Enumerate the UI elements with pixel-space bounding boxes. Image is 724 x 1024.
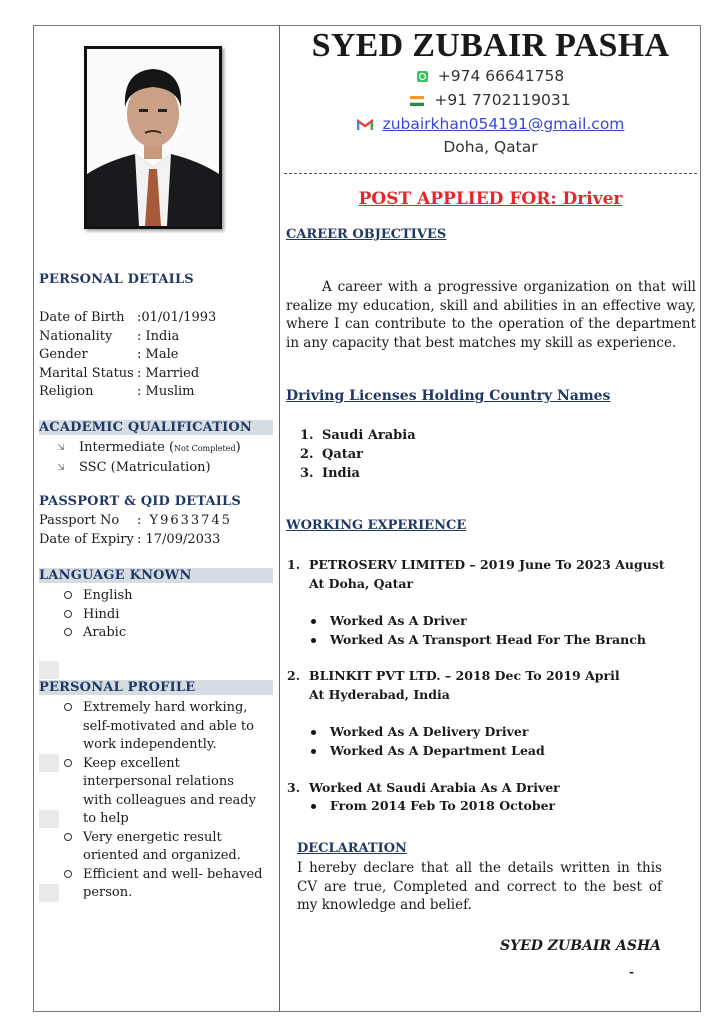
detail-label: Passport No <box>39 513 120 528</box>
email-link[interactable]: zubairkhan054191@gmail.com <box>382 115 625 133</box>
bullet-icon <box>311 638 316 643</box>
duty-text: Worked As A Department Lead <box>330 742 545 758</box>
list-item <box>309 742 545 761</box>
detail-row <box>39 365 216 384</box>
circle-bullet-icon <box>64 833 72 841</box>
detail-row <box>39 531 232 550</box>
signature-dash: - <box>629 965 634 979</box>
duty-text: Worked As A Transport Head For The Branch <box>330 631 646 647</box>
list-item <box>57 439 241 459</box>
academic-item-text: Intermediate ( <box>79 440 175 455</box>
detail-value: : Y9633745 <box>137 513 232 528</box>
candidate-name: SYED ZUBAIR PASHA <box>311 27 670 64</box>
detail-label: Date of Expiry <box>39 531 134 547</box>
list-item: 2. Qatar <box>300 447 364 462</box>
list-item <box>61 699 273 755</box>
personal-details-heading: PERSONAL DETAILS <box>39 272 194 287</box>
list-item <box>61 755 273 829</box>
job-duties <box>309 797 555 816</box>
job-entry <box>287 779 560 798</box>
bullet-icon <box>311 804 316 809</box>
declaration-heading: DECLARATION <box>297 841 407 856</box>
detail-value: : India <box>137 328 180 344</box>
circle-bullet-icon <box>64 703 72 711</box>
duty-text: Worked As A Delivery Driver <box>330 724 529 739</box>
detail-value: : Married <box>137 365 200 381</box>
language-text: Arabic <box>83 625 127 640</box>
detail-row <box>39 512 232 531</box>
duty-text: Worked As A Driver <box>330 613 467 628</box>
detail-row <box>39 328 216 347</box>
left-column <box>33 25 279 1012</box>
declaration-text: I hereby declare that all the details written in this CV are true, Completed and correct to the best of my knowledge and belief. <box>297 860 662 913</box>
passport-heading: PASSPORT & QID DETAILS <box>39 494 241 509</box>
detail-value: : Muslim <box>137 384 195 399</box>
circle-bullet-icon <box>64 628 72 636</box>
india-flag-icon <box>410 96 424 106</box>
profile-list <box>61 699 273 903</box>
job-number: 2. <box>287 668 301 683</box>
academic-item-tail: ) <box>235 440 241 455</box>
detail-row <box>39 383 216 402</box>
list-item <box>61 829 273 866</box>
circle-bullet-icon <box>64 610 72 618</box>
academic-item-note: Not Completed <box>174 444 236 453</box>
job-entry <box>287 667 620 704</box>
empty-cell <box>39 754 59 772</box>
job-title: PETROSERV LIMITED – 2019 June To 2023 August <box>309 557 665 572</box>
license-country: Qatar <box>322 447 364 462</box>
languages-heading: LANGUAGE KNOWN <box>39 568 273 583</box>
india-contact <box>280 91 701 109</box>
duty-text: From 2014 Feb To 2018 October <box>330 798 556 813</box>
whatsapp-phone: +974 66641758 <box>437 67 565 85</box>
signature-name: SYED ZUBAIR ASHA <box>500 938 662 954</box>
detail-value: : 17/09/2033 <box>137 531 221 547</box>
empty-cell <box>39 661 59 679</box>
licenses-list <box>300 426 416 483</box>
profile-text: Extremely hard working, self-motivated and able to work independently. <box>83 700 254 752</box>
list-item: 1. Saudi Arabia <box>300 428 416 443</box>
person-photo-icon <box>87 49 219 226</box>
academic-list <box>57 439 241 477</box>
profile-heading: PERSONAL PROFILE <box>39 680 273 695</box>
whatsapp-icon <box>417 71 428 82</box>
passport-list <box>39 512 232 549</box>
list-item <box>309 723 545 742</box>
india-phone: +91 7702119031 <box>434 91 571 109</box>
career-heading: CAREER OBJECTIVES <box>286 227 447 242</box>
job-title: Worked At Saudi Arabia As A Driver <box>309 780 560 795</box>
right-column <box>280 25 701 1012</box>
header-separator <box>284 173 697 174</box>
license-country: Saudi Arabia <box>322 428 416 443</box>
empty-cell <box>39 884 59 902</box>
job-title: BLINKIT PVT LTD. – 2018 Dec To 2019 April <box>309 668 620 683</box>
academic-item-text: SSC (Matriculation) <box>79 459 211 475</box>
detail-label: Nationality <box>39 328 113 344</box>
circle-bullet-icon <box>64 591 72 599</box>
circle-bullet-icon <box>64 759 72 767</box>
arrow-bullet-icon: ⇲ <box>57 443 65 453</box>
list-item <box>57 459 241 478</box>
location-text: Doha, Qatar <box>443 138 538 156</box>
list-item <box>309 797 555 816</box>
list-item <box>61 587 133 606</box>
whatsapp-contact <box>280 67 701 85</box>
experience-heading: WORKING EXPERIENCE <box>286 518 467 533</box>
detail-label: Marital Status <box>39 365 134 381</box>
bullet-icon <box>311 730 316 735</box>
list-item <box>309 631 646 650</box>
detail-value: :01/01/1993 <box>137 310 217 325</box>
job-duties <box>309 723 545 760</box>
bullet-icon <box>311 749 316 754</box>
arrow-bullet-icon: ⇲ <box>57 462 65 473</box>
career-text: A career with a progressive organization on that will realize my education, skill and abilities in an effective way, where I can contribute to the operation of the department in any capacity that best matches my skill as experience. <box>286 279 696 351</box>
language-text: English <box>83 588 133 603</box>
job-location: At Doha, Qatar <box>309 575 414 591</box>
list-item <box>61 624 133 643</box>
job-entry <box>287 556 665 593</box>
profile-text: Very energetic result oriented and organized. <box>83 829 241 863</box>
detail-label: Religion <box>39 384 94 399</box>
languages-list <box>61 587 133 643</box>
circle-bullet-icon <box>64 870 72 878</box>
detail-value: : Male <box>137 347 179 362</box>
detail-label: Gender <box>39 347 88 362</box>
profile-text: Efficient and well- behaved person. <box>83 866 263 900</box>
gmail-icon <box>357 119 373 131</box>
bullet-icon <box>311 619 316 624</box>
list-item <box>309 612 646 631</box>
detail-row <box>39 346 216 365</box>
license-country: India <box>322 466 360 481</box>
profile-text: Keep excellent interpersonal relations with colleagues and ready to help <box>83 755 256 826</box>
personal-details-list <box>39 309 216 402</box>
profile-photo <box>84 46 222 229</box>
list-item: 3. India <box>300 466 360 481</box>
empty-cell <box>39 810 59 828</box>
post-applied: POST APPLIED FOR: Driver <box>358 189 623 209</box>
detail-label: Date of Birth <box>39 310 125 325</box>
list-item <box>61 866 273 903</box>
job-duties <box>309 612 646 649</box>
licenses-heading: Driving Licenses Holding Country Names <box>286 388 611 404</box>
list-item <box>61 606 133 625</box>
detail-row <box>39 309 216 328</box>
job-number: 3. <box>287 780 301 795</box>
academic-heading: ACADEMIC QUALIFICATION <box>39 420 273 435</box>
email-contact <box>280 115 701 133</box>
job-location: At Hyderabad, India <box>309 686 450 702</box>
language-text: Hindi <box>83 606 120 622</box>
job-number: 1. <box>287 557 301 572</box>
